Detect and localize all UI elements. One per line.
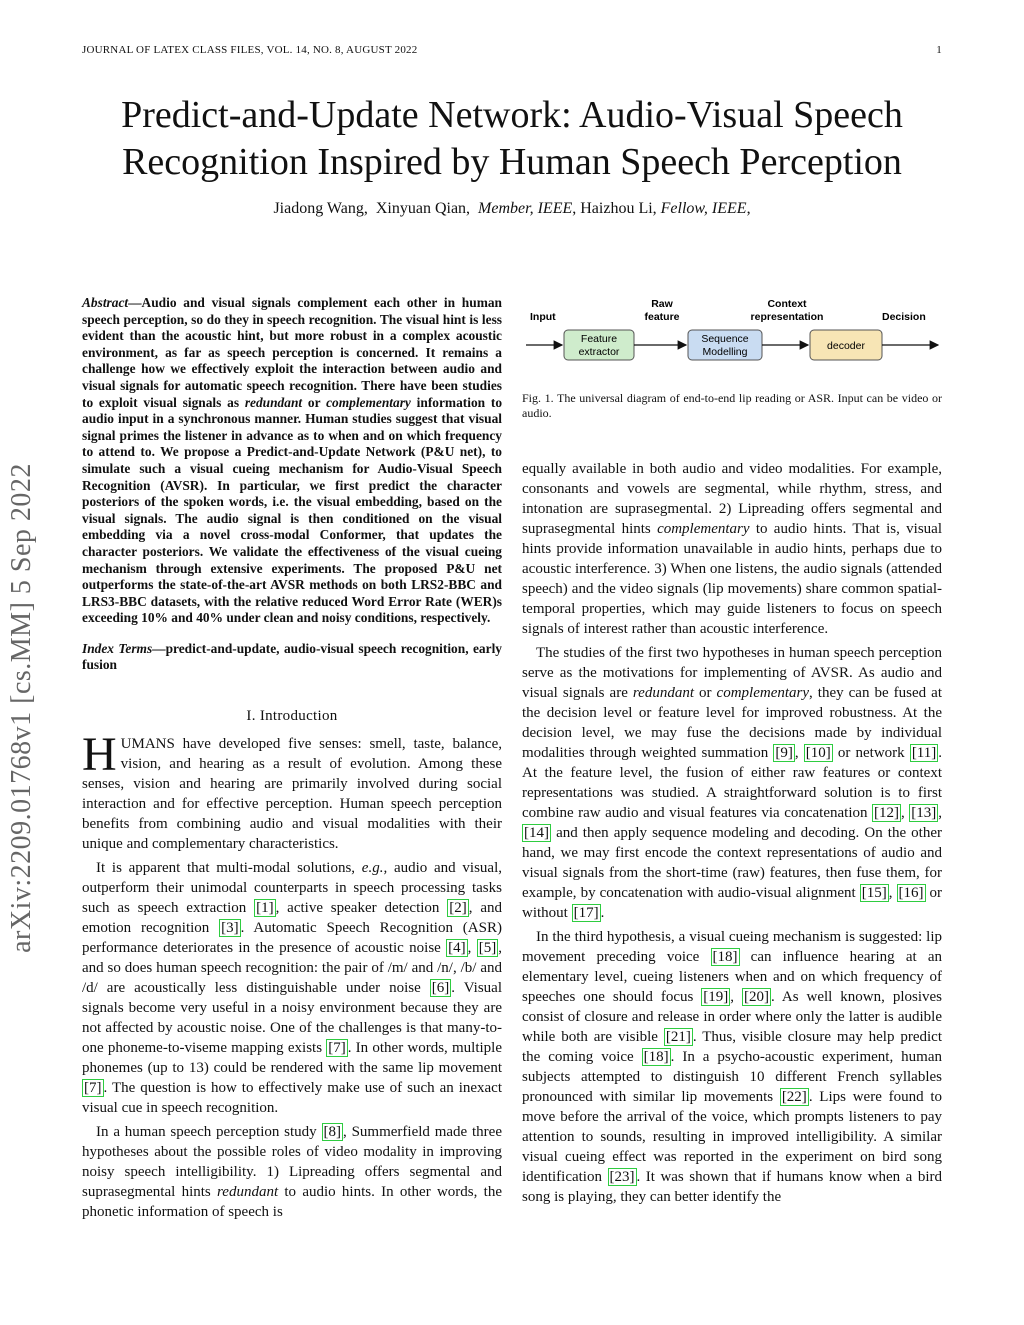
box-fe-label-1: Feature bbox=[580, 333, 618, 345]
t: equally available in both audio and video modalities. For example, consonants and vowels are segmental, while rhythm, stress, and intonation are suprasegmental. 2) Lipreading offers segmental and suprasegmental hints bbox=[522, 461, 942, 537]
t: to audio hints. That is, visual hints provide information unavailable in audio hints, perhaps due to acoustic interference. 3) When one listens, the audio signals (attended speech) and the video signals (lip movements) share common spatial-temporal properties, which may guide listeners to focus on speech signals of interest rather than acoustic interference. bbox=[522, 521, 942, 637]
label-input: Input bbox=[530, 311, 556, 323]
t: In a human speech perception study bbox=[96, 1124, 322, 1141]
page-number: 1 bbox=[936, 44, 942, 56]
author-2-role: Member, IEEE bbox=[478, 200, 573, 217]
t: can influence hearing at an elementary level, cueing listeners when and on which frequency of speeches one should focus bbox=[522, 949, 942, 1005]
citation-link[interactable]: [7] bbox=[84, 1080, 102, 1097]
t: In the third hypothesis, a visual cueing mechanism is suggested: lip movement preceding voice bbox=[522, 929, 942, 965]
citation-link[interactable]: [20] bbox=[744, 989, 770, 1005]
t: . The question is how to effectively make use of such an inexact visual cue in speech recognition. bbox=[82, 1080, 502, 1117]
citation-link[interactable]: [23] bbox=[609, 1169, 635, 1185]
citation-link[interactable]: [2] bbox=[449, 900, 467, 917]
t: or network bbox=[832, 745, 910, 761]
abstract-text-2: or bbox=[302, 394, 327, 410]
right-column bbox=[522, 295, 942, 1211]
t: , and emotion recognition bbox=[82, 900, 502, 937]
citation-link[interactable]: [8] bbox=[323, 1124, 342, 1141]
running-head bbox=[82, 44, 942, 56]
abstract bbox=[82, 295, 502, 627]
citation-link[interactable]: [15] bbox=[861, 885, 887, 901]
t: The studies of the first two hypotheses in human speech perception serve as the motivations for implementing of AVSR. As audio and visual signals are bbox=[522, 645, 942, 701]
t: It is apparent that multi-modal solutions, bbox=[96, 860, 362, 877]
t: . Thus, visible closure may help predict the coming voice bbox=[522, 1029, 942, 1065]
label-decision: Decision bbox=[882, 311, 926, 323]
figure-1 bbox=[522, 295, 942, 391]
t: . bbox=[600, 905, 605, 921]
t: , bbox=[901, 805, 910, 821]
t: , bbox=[794, 745, 804, 761]
t: . As well known, plosives consist of closure and release in order where only the latter is audible while both are visible bbox=[522, 989, 943, 1045]
box-sm-label-1: Sequence bbox=[701, 333, 749, 345]
citation-link[interactable]: [13] bbox=[911, 805, 937, 821]
t: . It was shown that if humans know when a bird song is playing, they can better identify the bbox=[522, 1169, 942, 1205]
citation-link[interactable]: [11] bbox=[911, 745, 937, 761]
citation-link[interactable]: [18] bbox=[712, 949, 738, 965]
intro-text-1: UMANS have developed five senses: smell, taste, balance, vision, and hearing as a result of evolution. Among these senses, vision and hearing are primarily involved during social interaction and for effective perception. Human speech perception benefits from combining audio and visual modalities with their unique and complementary characteristics. bbox=[82, 736, 502, 853]
author-2: Xinyuan Qian, bbox=[375, 200, 471, 217]
section-heading: I. Introduction bbox=[246, 708, 338, 725]
citation-link[interactable]: [12] bbox=[874, 805, 899, 821]
intro-paragraph-2 bbox=[82, 858, 502, 1118]
citation-link[interactable]: [10] bbox=[805, 745, 831, 761]
author-3: Haizhou Li, bbox=[580, 200, 657, 217]
abstract-italic-1: redundant bbox=[244, 394, 303, 410]
t: and then apply sequence modeling and decoding. On the other hand, we may first encode the context representations of audio and visual signals from the short-time (raw) features, then fuse them, for example, by concatenation with audio-visual alignment bbox=[522, 825, 942, 901]
right-body bbox=[522, 459, 942, 1207]
citation-link[interactable]: [17] bbox=[573, 905, 599, 921]
intro-paragraph-3 bbox=[82, 1122, 502, 1222]
left-column bbox=[82, 295, 502, 1226]
drop-cap: H bbox=[82, 728, 117, 782]
citation-link[interactable]: [7] bbox=[328, 1040, 346, 1057]
label-raw-2: feature bbox=[644, 311, 680, 323]
t: to audio hints. In other words, the phonetic information of speech is bbox=[82, 1184, 502, 1221]
t: . Automatic Speech Recognition (ASR) performance deteriorates in the presence of acoustic noise bbox=[82, 920, 502, 957]
t: , active speaker detection bbox=[275, 900, 448, 917]
t: , bbox=[888, 885, 897, 901]
t: redundant bbox=[632, 685, 694, 701]
t: audio and visual, outperform their unimodal counterparts in speech processing tasks such as speech extraction bbox=[82, 860, 502, 917]
t: , bbox=[730, 989, 743, 1005]
citation-link[interactable]: [22] bbox=[781, 1089, 807, 1105]
t: , Summerfield made three hypotheses about the possible roles of video modality in improving noisy speech intelligibility. 1) Lipreading offers segmental and suprasegmental hints bbox=[82, 1124, 502, 1201]
abstract-label: Abstract bbox=[82, 295, 129, 310]
citation-link[interactable]: [18] bbox=[643, 1049, 669, 1065]
citation-link[interactable]: [5] bbox=[478, 940, 497, 957]
label-context-1: Context bbox=[767, 298, 807, 310]
citation-link[interactable]: [6] bbox=[431, 980, 450, 997]
pipeline-diagram bbox=[522, 295, 942, 391]
right-paragraph-2 bbox=[522, 643, 942, 923]
t: complementary bbox=[657, 521, 750, 537]
t: . In other words, multiple phonemes (up to 13) could be rendered with the same lip movement bbox=[82, 1040, 502, 1077]
box-decoder-label: decoder bbox=[827, 340, 865, 352]
t: e.g., bbox=[361, 860, 388, 877]
citation-link[interactable]: [21] bbox=[665, 1029, 691, 1045]
title-line-2: Recognition Inspired by Human Speech Perception bbox=[122, 141, 902, 183]
arxiv-stamp: arXiv:2209.01768v1 [cs.MM] 5 Sep 2022 bbox=[6, 463, 37, 953]
t: redundant bbox=[217, 1184, 279, 1201]
t: , bbox=[467, 940, 477, 957]
paper-title bbox=[40, 92, 984, 186]
citation-link[interactable]: [16] bbox=[898, 885, 924, 901]
intro-paragraph-1 bbox=[82, 728, 502, 854]
t: , and so does human speech recognition: the pair of /m/ and /n/, /b/ and /d/ are acoustically less distinguishable under noise bbox=[82, 940, 503, 997]
right-paragraph-3 bbox=[522, 927, 942, 1207]
t: or bbox=[694, 685, 717, 701]
journal-header: JOURNAL OF LATEX CLASS FILES, VOL. 14, NO. 8, AUGUST 2022 bbox=[82, 44, 418, 56]
figure-caption: Fig. 1. The universal diagram of end-to-end lip reading or ASR. Input can be video or audio. bbox=[522, 391, 942, 420]
abstract-text-1: —Audio and visual signals complement each other in human speech perception, so do they in speech recognition. The visual hint is less evident than the acoustic hint, but more robust in a complex acoustic environment, as far as speech perception is concerned. It remains a challenge how we effectively exploit the interaction between audio and visual signals for automatic speech recognition. There have been studies to exploit visual signals as bbox=[82, 295, 502, 410]
author-1: Jiadong Wang, bbox=[273, 200, 368, 217]
abstract-text-3: information to audio input in a synchronous manner. Human studies suggest that visual signal primes the listener in advance as to when and on which frequency to attend to. We propose a Predict-and-Update Network (P&U net), to simulate such a visual cueing mechanism for Audio-Visual Speech Recognition (AVSR). In particular, we first predict the character posteriors of the spoken words, i.e. the visual embedding, based on the visual signals. The audio signal is then conditioned on the visual embedding via a novel cross-modal Conformer, that updates the character posteriors. We validate the effectiveness of the visual cueing mechanism through extensive experiments. The proposed P&U net outperforms the state-of-the-art AVSR methods on both LRS2-BBC and LRS3-BBC datasets, with the relative reduced Word Error Rate (WER)s exceeding 10% and 40% under clean and noisy conditions, respectively. bbox=[82, 394, 503, 626]
t: , they can be fused at the decision level or feature level for improved robustness. At the decision level, we may fuse the decisions made by individual modalities through weighted summation bbox=[522, 685, 942, 761]
citation-link[interactable]: [9] bbox=[775, 745, 793, 761]
box-sm-label-2: Modelling bbox=[702, 346, 748, 358]
right-paragraph-1 bbox=[522, 459, 942, 639]
citation-link[interactable]: [14] bbox=[524, 825, 549, 841]
t: . Visual signals become very useful in a noisy environment because they are not affected by acoustic noise. One of the challenges is that many-to-one phoneme-to-viseme mapping exists bbox=[82, 980, 502, 1057]
index-terms-label: Index Terms bbox=[82, 640, 153, 656]
label-raw-1: Raw bbox=[651, 298, 673, 310]
t: , bbox=[938, 805, 942, 821]
citation-link[interactable]: [3] bbox=[221, 920, 239, 937]
citation-link[interactable]: [4] bbox=[448, 940, 466, 957]
author-3-role: Fellow, IEEE bbox=[660, 200, 747, 217]
title-line-1: Predict-and-Update Network: Audio-Visual Speech bbox=[121, 94, 903, 136]
t: . At the feature level, the fusion of either raw features or context representations was studied. A straightforward solution is to first combine raw audio and visual features via concatenation bbox=[522, 745, 942, 821]
t: . In a psycho-acoustic experiment, human subjects attempted to distinguish 10 different French syllables pronounced with similar lip movements bbox=[522, 1049, 942, 1105]
label-context-2: representation bbox=[750, 311, 824, 323]
t: complementary bbox=[716, 685, 810, 701]
t: or without bbox=[522, 885, 943, 921]
citation-link[interactable]: [1] bbox=[256, 900, 274, 917]
index-terms bbox=[82, 641, 502, 674]
citation-link[interactable]: [19] bbox=[703, 989, 729, 1005]
index-terms-text: —predict-and-update, audio-visual speech recognition, early fusion bbox=[82, 640, 502, 673]
box-fe-label-2: extractor bbox=[578, 346, 620, 358]
author-list: Jiadong Wang, Xinyuan Qian, Member, IEEE, Haizhou Li, Fellow, IEEE, bbox=[273, 200, 751, 217]
abstract-italic-2: complementary bbox=[326, 394, 411, 410]
t: . Lips were found to move before the arrival of the voice, which prompts listeners to pay attention to sounds, resulting in improved intelligibility. A similar visual cueing effect was reported in the experiment on bird song identification bbox=[522, 1089, 942, 1185]
